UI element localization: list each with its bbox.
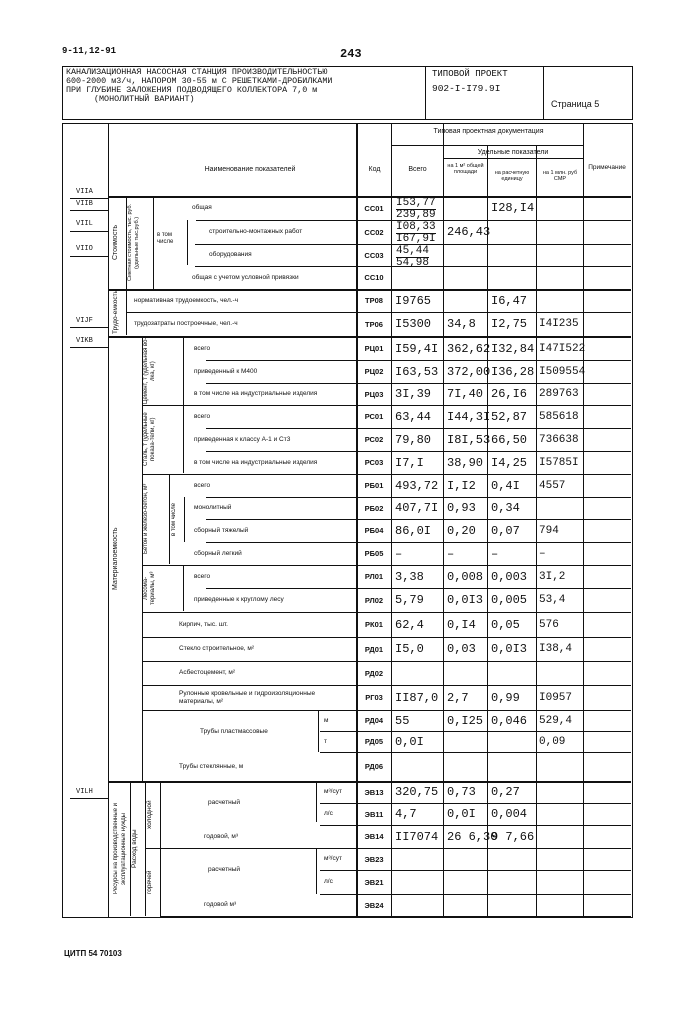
row-name: оборудования	[209, 251, 252, 258]
row-total: 4,7	[395, 807, 417, 821]
row-total: I9765	[395, 293, 432, 308]
row-code: РД01	[364, 644, 384, 654]
row-per-m2: 0,03	[447, 642, 476, 656]
row-name: общая с учетом условной привязки	[192, 273, 299, 281]
cost-incl-label: в том числе	[157, 232, 174, 245]
row-per-unit: 0,07	[491, 523, 520, 538]
concrete-incl: в том числе	[170, 497, 185, 542]
row-per-unit: I4,25	[491, 455, 528, 470]
row-name: Кирпич, тыс. шт.	[179, 620, 228, 628]
row-name: приведенные к круглому лесу	[194, 596, 284, 603]
row-code: РЦ01	[364, 344, 384, 353]
row-name: Рулонные кровельные и гидроизоляционные материалы, м²	[179, 689, 316, 705]
row-code: РГ03	[365, 693, 383, 702]
row-name: строительно-монтажных работ	[209, 228, 303, 235]
row-code: ЭВ21	[364, 877, 384, 887]
row-total: I59,4I	[395, 341, 439, 356]
row-per-mln: I0957	[539, 691, 573, 704]
row-per-mln: 4557	[539, 479, 566, 492]
row-per-m2: –	[447, 546, 455, 561]
row-total: I5300	[395, 317, 432, 331]
row-name: в том числе на индустриальные изделия	[194, 458, 318, 466]
row-name: л/с	[324, 810, 333, 817]
row-per-mln: I5785I	[539, 456, 579, 469]
row-total: 5,79	[395, 593, 424, 607]
footer-code: ЦИТП 54 70103	[64, 949, 122, 958]
row-code: ЭВ13	[364, 787, 384, 797]
row-per-mln: –	[539, 547, 546, 560]
row-per-unit: 9 7,66	[491, 829, 535, 844]
marker-vilh: VILH	[76, 788, 93, 796]
marker-vijf: VIJF	[76, 317, 93, 325]
row-name: Асбестоцемент, м²	[179, 669, 236, 676]
row-total: 407,7I	[395, 501, 439, 515]
indicator-name-header: Наименование показателей	[204, 166, 296, 173]
row-total: I5,0	[395, 642, 424, 656]
row-per-unit: 66,50	[491, 432, 528, 447]
row-per-m2: 34,8	[447, 317, 476, 331]
row-name: м³/сут	[324, 788, 342, 795]
row-per-m2: 0,I4	[447, 617, 476, 632]
group-hot: горячей	[146, 848, 161, 916]
row-per-mln: 0,09	[539, 735, 566, 748]
row-per-unit: 0,99	[491, 690, 520, 705]
row-code: РЛ02	[364, 595, 384, 605]
row-total: 86,0I	[395, 523, 432, 538]
row-code: ТР06	[365, 319, 383, 329]
row-per-m2: 246,43	[447, 225, 491, 239]
row-per-m2: 0,20	[447, 523, 476, 538]
row-per-m2: I8I,53	[447, 432, 491, 447]
row-code: РД06	[364, 762, 384, 771]
group-labor: Трудо-емкость	[112, 290, 127, 335]
row-per-m2: 38,90	[447, 455, 484, 470]
series-ref: 9-11,12-91	[62, 46, 117, 56]
row-name: м	[324, 716, 329, 724]
marker-viio: VIIO	[76, 245, 93, 253]
row-total: 62,4	[395, 617, 424, 632]
plastic-pipes-label: Трубы пластмассовые	[200, 728, 268, 735]
sheet-label: Страница 5	[551, 99, 600, 109]
row-total: 0,0I	[395, 734, 424, 749]
design-label-hot: расчетный	[208, 866, 241, 873]
row-total: –	[395, 546, 403, 561]
row-per-m2: 0,008	[447, 569, 484, 584]
row-per-unit: 0,27	[491, 785, 520, 799]
row-code: РЦ02	[364, 367, 384, 376]
row-total: 3,38	[395, 569, 424, 584]
row-per-unit: I28,I4	[491, 201, 535, 215]
total-numerator: I53,77	[396, 197, 436, 209]
row-name: монолитный	[194, 504, 232, 511]
row-per-unit: 0,046	[491, 713, 528, 728]
group-materials: Материалоемкость	[112, 337, 143, 781]
per-unit-header: на расчетную единицу	[494, 170, 530, 182]
row-name: Стекло строительное, м²	[179, 645, 255, 652]
row-total-fraction	[396, 245, 429, 267]
row-per-mln: 529,4	[539, 714, 573, 727]
row-per-m2: 0,0I3	[447, 593, 484, 607]
row-divider	[160, 848, 631, 849]
total-numerator: 45,44	[396, 245, 430, 257]
row-code: СС03	[364, 250, 384, 260]
row-per-m2: I,I2	[447, 478, 476, 493]
row-per-mln: 576	[539, 618, 559, 631]
row-per-m2: 26 6,30	[447, 829, 498, 844]
page-number: 243	[340, 47, 362, 61]
marker-vikb: VIKB	[76, 337, 93, 345]
row-name: сборный легкий	[194, 549, 242, 557]
row-per-mln: 585618	[539, 410, 579, 423]
row-per-mln: 794	[539, 524, 559, 537]
row-code: РЦ03	[364, 389, 384, 399]
row-name: Трубы стеклянные, м	[179, 762, 244, 770]
group-steel: Сталь, т (удельные показа-тели, кг)	[143, 405, 184, 473]
row-per-m2: 362,62	[447, 341, 491, 356]
row-code: РК01	[365, 620, 383, 629]
row-per-mln: I4I235	[539, 318, 579, 330]
project-label: ТИПОВОЙ ПРОЕКТ	[432, 69, 508, 79]
row-per-m2: I44,3I	[447, 409, 491, 424]
group-cost-sub: Сметная стоимость, тыс. руб. (удельные тыс.руб.)	[127, 196, 154, 289]
row-per-unit: 26,I6	[491, 387, 528, 401]
group-resources: Ресурсы на производственные и эксплуатационные нужды	[112, 782, 131, 916]
row-per-unit: 0,003	[491, 569, 528, 584]
row-per-mln: 736638	[539, 433, 579, 446]
row-code: РД05	[364, 737, 384, 746]
group-cost: Стоимость	[112, 196, 127, 289]
row-per-mln: 3I,2	[539, 570, 566, 583]
row-total: II87,0	[395, 690, 439, 705]
row-total: 63,44	[395, 409, 432, 424]
row-total: 3I,39	[395, 387, 432, 401]
total-header: Всего	[408, 166, 427, 173]
group-water: Расход воды	[131, 782, 146, 916]
row-per-mln: 53,4	[539, 594, 566, 606]
row-per-unit: I2,75	[491, 317, 528, 331]
total-denominator: I67,9I	[396, 233, 436, 245]
row-total: 55	[395, 713, 410, 728]
marker-viil: VIIL	[76, 220, 93, 228]
doc-group-header: Типовая проектная документация	[433, 128, 544, 135]
project-number: 902-I-I79.9I	[432, 83, 501, 94]
row-code: РС03	[364, 458, 384, 467]
row-name: л/с	[324, 878, 333, 885]
per-mln-header: на 1 млн. руб СМР	[542, 170, 578, 182]
row-code: РД04	[364, 716, 384, 725]
row-name: в том числе на индустриальные изделия	[194, 390, 318, 397]
row-per-unit: 0,34	[491, 501, 520, 515]
row-total: 320,75	[395, 785, 439, 799]
group-cement: Цемент, т (удельная во-лка, кг)	[143, 337, 184, 405]
row-per-unit: 0,05	[491, 617, 520, 632]
row-code: ТР08	[365, 296, 383, 305]
group-timber: Лесома-териалы, м³	[143, 565, 184, 611]
total-numerator: I08,33	[396, 221, 436, 233]
row-per-m2: 372,00	[447, 364, 491, 379]
row-total-fraction	[396, 221, 436, 245]
code-header: Код	[368, 166, 381, 173]
row-code: РС02	[364, 435, 384, 444]
row-code: РБ01	[364, 481, 384, 490]
row-per-mln: I47I522	[539, 342, 586, 355]
row-name: всего	[194, 572, 211, 580]
row-total: 79,80	[395, 432, 432, 447]
row-code: СС02	[364, 227, 384, 237]
row-per-m2: 0,I25	[447, 713, 484, 728]
row-name: годовой м³	[204, 901, 237, 908]
row-name: трудозатраты построечные, чел.-ч	[134, 320, 238, 327]
marker-viib: VIIB	[76, 200, 93, 208]
row-code: СС10	[364, 273, 384, 282]
row-code: СС01	[364, 203, 384, 213]
per-m2-header: на 1 м² общей площади	[447, 163, 484, 175]
row-per-unit: –	[491, 546, 499, 561]
row-total-fraction	[396, 197, 436, 221]
row-code: ЭВ24	[364, 900, 384, 910]
row-divider	[160, 916, 631, 917]
row-per-unit: 0,0I3	[491, 642, 528, 656]
row-per-m2: 7I,40	[447, 387, 484, 401]
note-header: Примечание	[588, 164, 626, 171]
row-name: нормативная трудоемкость, чел.-ч	[134, 296, 239, 304]
row-total: I63,53	[395, 364, 439, 379]
row-code: РБ02	[364, 503, 384, 513]
row-name: всего	[194, 344, 211, 352]
row-name: всего	[194, 481, 211, 489]
row-per-m2: 0,73	[447, 785, 476, 799]
row-name: всего	[194, 412, 211, 420]
row-per-mln: 289763	[539, 388, 579, 400]
row-name: приведенный к М400	[194, 367, 258, 375]
row-per-unit: I36,28	[491, 364, 535, 379]
row-per-unit: 0,005	[491, 593, 528, 607]
design-label-cold: расчетный	[208, 799, 241, 806]
row-code: ЭВ14	[364, 832, 384, 841]
row-per-unit: 0,004	[491, 807, 528, 821]
row-per-m2: 0,93	[447, 501, 476, 515]
row-per-m2: 2,7	[447, 690, 469, 705]
row-name: общая	[192, 204, 212, 211]
specific-header: Удельные показатели	[477, 149, 549, 156]
document-title: КАНАЛИЗАЦИОННАЯ НАСОСНАЯ СТАНЦИЯ ПРОИЗВОДИТЕЛЬНОСТЬЮ 600-2000 м3/ч, НАПОРОМ 30-55 м С РЕШЕТКАМИ-ДРОБИЛКАМИ ПРИ ГЛУБИНЕ ЗАЛОЖЕНИЯ ПОДВОДЯЩЕГО КОЛЛЕКТОРА 7,0 м (МОНОЛИТНЫЙ ВАРИАНТ)	[66, 67, 333, 104]
row-total: II7074	[395, 829, 439, 844]
row-per-m2: 0,0I	[447, 807, 476, 821]
row-name: м³/сут	[324, 855, 342, 862]
row-name: сборный тяжелый	[194, 526, 249, 534]
row-per-unit: 52,87	[491, 409, 528, 424]
row-code: ЭВ11	[364, 809, 384, 819]
row-total: 493,72	[395, 478, 439, 493]
group-cold: холодной	[146, 782, 161, 848]
row-code: РД02	[364, 668, 384, 678]
row-name: приведенная к классу А-1 и Ст3	[194, 435, 291, 443]
total-denominator: 239,89	[396, 209, 436, 221]
marker-viia: VIIA	[76, 188, 93, 196]
row-code: РБ04	[364, 526, 384, 535]
row-code: ЭВ23	[364, 854, 384, 864]
row-code: РС01	[364, 412, 384, 421]
total-denominator: 54,98	[396, 257, 430, 269]
row-total: I7,I	[395, 455, 424, 470]
group-concrete: Бетон и железо-бетон, м³	[143, 474, 170, 564]
row-name: годовой, м³	[204, 832, 238, 840]
row-per-unit: I32,84	[491, 341, 535, 356]
row-per-unit: 0,4I	[491, 478, 520, 493]
row-per-mln: I509554	[539, 365, 586, 378]
row-name: т	[324, 737, 327, 745]
row-per-unit: I6,47	[491, 293, 528, 308]
row-code: РЛ01	[364, 572, 384, 581]
row-per-mln: I38,4	[539, 643, 573, 655]
row-code: РБ05	[364, 549, 384, 558]
